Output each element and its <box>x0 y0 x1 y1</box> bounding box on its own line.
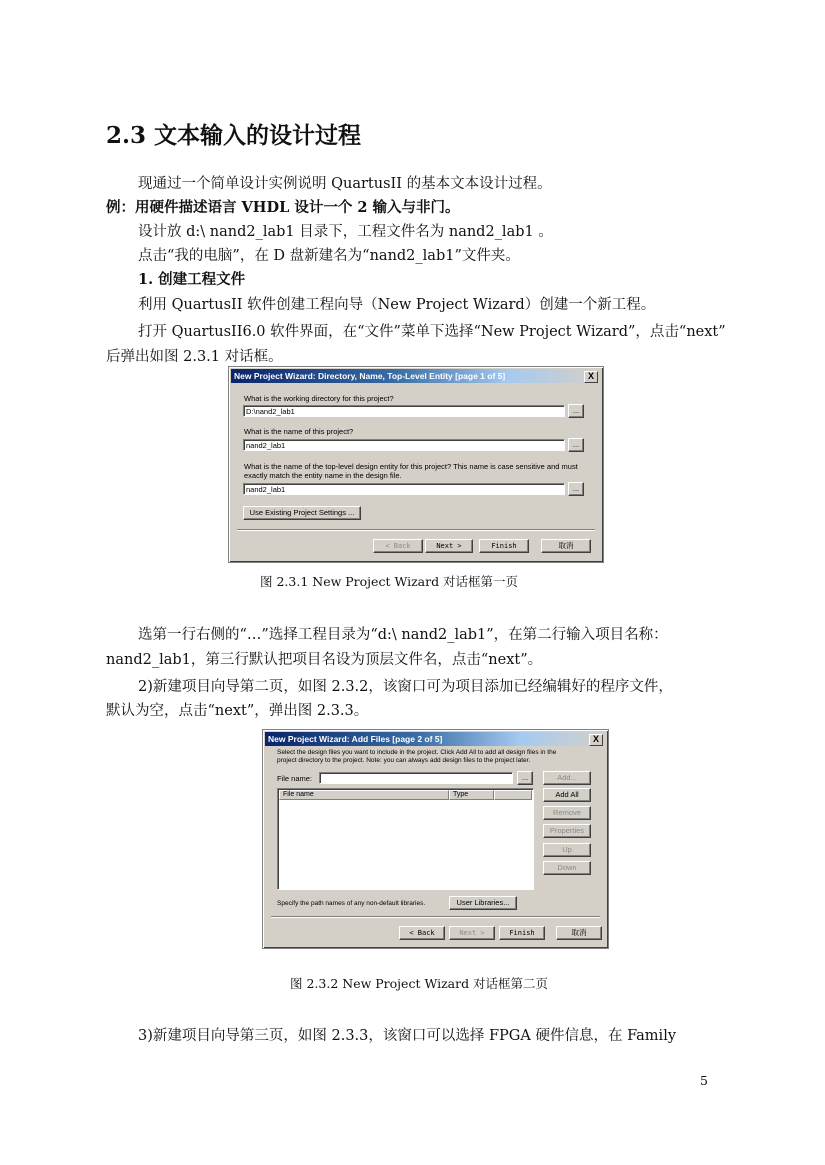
column-header-type[interactable]: Type <box>449 790 494 800</box>
finish-button[interactable]: Finish <box>479 539 529 553</box>
libraries-label: Specify the path names of any non-default libraries. <box>277 900 426 907</box>
description-line: project directory to the project. Note: you can always add design files to the project later. <box>277 757 531 764</box>
close-icon[interactable]: X <box>584 371 598 383</box>
example-heading: 例：用硬件描述语言 VHDL 设计一个 2 输入与非门。 <box>106 199 460 216</box>
project-name-label: What is the name of this project? <box>244 427 354 436</box>
next-button[interactable]: Next > <box>449 926 495 940</box>
file-name-label: File name: <box>277 774 313 783</box>
separator <box>271 916 600 918</box>
top-level-entity-input[interactable]: nand2_lab1 <box>243 483 565 495</box>
paragraph: 3)新建项目向导第三页，如图 2.3.3，该窗口可以选择 FPGA 硬件信息，在 Family <box>138 1028 677 1044</box>
separator <box>237 529 595 531</box>
paragraph-line: 默认为空，点击“next”，弹出图 2.3.3。 <box>106 703 369 719</box>
paragraph: 利用 QuartusII 软件创建工程向导（New Project Wizard）创建一个新工程。 <box>138 297 656 313</box>
remove-button[interactable]: Remove <box>543 806 591 820</box>
back-button[interactable]: < Back <box>399 926 445 940</box>
cancel-button[interactable]: 取消 <box>556 926 602 940</box>
paragraph-line: 打开 QuartusII6.0 软件界面，在“文件”菜单下选择“New Project Wizard”，点击“next” <box>138 324 726 340</box>
add-button[interactable]: Add... <box>543 771 591 785</box>
top-level-entity-label-line2: exactly match the entity name in the design file. <box>244 471 402 480</box>
section-title: 2.3 文本输入的设计过程 <box>106 122 362 149</box>
dialog-title: New Project Wizard: Add Files [page 2 of 5] <box>268 734 443 744</box>
figure-caption: 图 2.3.1 New Project Wizard 对话框第一页 <box>260 574 519 589</box>
description-line: Select the design files you want to include in the project. Click Add All to add all design files in the <box>277 749 557 756</box>
paragraph-line: 后弹出如图 2.3.1 对话框。 <box>106 349 283 365</box>
step-heading: 1. 创建工程文件 <box>138 271 246 288</box>
page-number: 5 <box>700 1073 708 1088</box>
top-level-entity-label: What is the name of the top-level design entity for this project? This name is case sensitive and must <box>244 462 578 471</box>
wizard-dialog-page2 <box>262 729 609 949</box>
next-button[interactable]: Next > <box>425 539 473 553</box>
browse-file-button[interactable]: ... <box>517 771 533 785</box>
properties-button[interactable]: Properties <box>543 824 591 838</box>
up-button[interactable]: Up <box>543 843 591 857</box>
paragraph-line: 选第一行右侧的“…”选择工程目录为“d:\ nand2_lab1”，在第二行输入项目名称： <box>138 627 668 643</box>
back-button[interactable]: < Back <box>373 539 423 553</box>
file-list[interactable] <box>277 788 534 890</box>
browse-project-button[interactable]: ... <box>568 438 584 452</box>
paragraph-line: nand2_lab1，第三行默认把项目名设为顶层文件名，点击“next”。 <box>106 652 543 668</box>
browse-entity-button[interactable]: ... <box>568 482 584 496</box>
use-existing-settings-button[interactable]: Use Existing Project Settings ... <box>243 506 361 520</box>
column-header-empty[interactable] <box>494 790 532 800</box>
browse-directory-button[interactable]: ... <box>568 404 584 418</box>
dialog-title: New Project Wizard: Directory, Name, Top-Level Entity [page 1 of 5] <box>234 371 506 381</box>
column-header-file-name[interactable]: File name <box>279 790 449 800</box>
dialog-titlebar <box>231 369 601 383</box>
add-all-button[interactable]: Add All <box>543 788 591 802</box>
working-directory-label: What is the working directory for this project? <box>244 394 394 403</box>
file-name-input[interactable] <box>319 772 513 784</box>
close-icon[interactable]: X <box>589 734 603 746</box>
user-libraries-button[interactable]: User Libraries... <box>449 896 517 910</box>
figure-caption: 图 2.3.2 New Project Wizard 对话框第二页 <box>290 976 549 991</box>
cancel-button[interactable]: 取消 <box>541 539 591 553</box>
project-name-input[interactable]: nand2_lab1 <box>243 439 565 451</box>
dialog-titlebar <box>265 732 606 746</box>
paragraph-line: 2)新建项目向导第二页，如图 2.3.2，该窗口可为项目添加已经编辑好的程序文件， <box>138 679 673 695</box>
paragraph: 点击“我的电脑”，在 D 盘新建名为“nand2_lab1”文件夹。 <box>138 248 520 264</box>
finish-button[interactable]: Finish <box>499 926 545 940</box>
paragraph: 现通过一个简单设计实例说明 QuartusII 的基本文本设计过程。 <box>138 176 552 192</box>
paragraph: 设计放 d:\ nand2_lab1 目录下，工程文件名为 nand2_lab1 。 <box>138 224 553 240</box>
wizard-dialog-page1 <box>228 366 604 563</box>
down-button[interactable]: Down <box>543 861 591 875</box>
working-directory-input[interactable]: D:\nand2_lab1 <box>243 405 565 417</box>
